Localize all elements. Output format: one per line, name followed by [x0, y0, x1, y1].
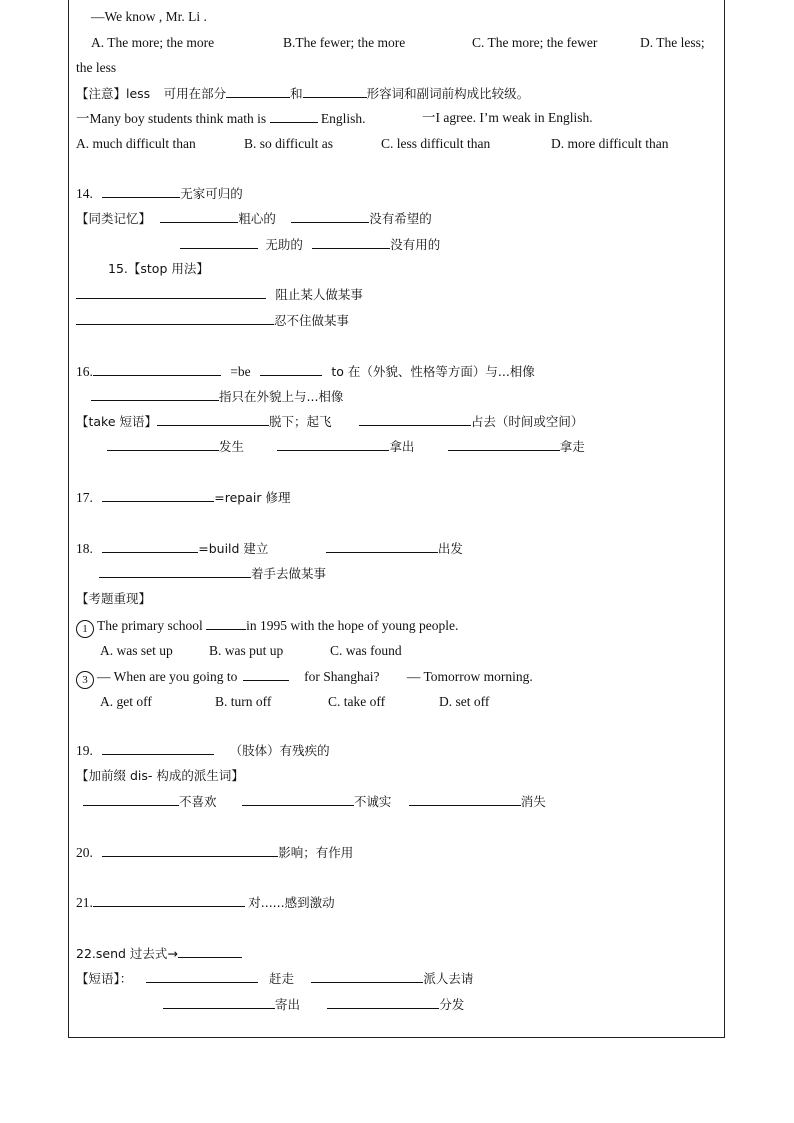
exam-2 [76, 667, 533, 689]
prefix-blank-2[interactable] [242, 792, 354, 806]
q16-meaning-2: 指只在外貌上与...相像 [219, 389, 344, 404]
example-option-c: C. less difficult than [381, 136, 491, 151]
exam-label: 【考题重现】 [76, 591, 152, 606]
note-label: 【注意】less [76, 86, 151, 101]
q18-blank-1[interactable] [102, 539, 198, 553]
q15-blank-2[interactable] [76, 311, 274, 325]
q20-blank[interactable] [102, 843, 278, 857]
note-blank-1[interactable] [226, 84, 290, 98]
q13-option-d-cont: the less [76, 60, 117, 75]
q15-usage-2-text: 忍不住做某事 [274, 313, 350, 328]
content-frame [68, 0, 725, 1038]
q22-title: 22.send 过去式→ [76, 946, 178, 961]
memo-word-3: 无助的 [265, 237, 303, 252]
q15-blank-1[interactable] [76, 285, 266, 299]
memo-blank-2[interactable] [291, 209, 369, 223]
phrase-label: 【短语】： [76, 971, 133, 986]
example-option-a: A. much difficult than [76, 136, 196, 151]
q21-line [76, 893, 335, 912]
q13-dialog-b: —We know , Mr. Li . [91, 9, 207, 24]
q17-eq: =repair 修理 [214, 490, 291, 505]
exam-1 [76, 616, 458, 638]
q18-number: 18. [76, 541, 93, 556]
take-phrases-line2 [107, 437, 585, 456]
example-answer: 一I agree. I’m weak in English. [422, 110, 593, 125]
exam-2-option-c: C. take off [328, 694, 386, 709]
q18-blank-3[interactable] [99, 564, 251, 578]
q22-phrases-line1 [76, 969, 473, 988]
phrase-blank-1[interactable] [146, 969, 258, 983]
phrase-meaning-3: 寄出 [275, 997, 301, 1012]
q17-number: 17. [76, 490, 93, 505]
q15-usage-2 [76, 311, 349, 330]
q14-blank[interactable] [102, 184, 180, 198]
phrase-blank-2[interactable] [311, 969, 423, 983]
note-end: 形容词和副词前构成比较级。 [366, 86, 530, 101]
prefix-word-2: 不诚实 [353, 794, 392, 809]
q15-usage-1 [76, 285, 363, 304]
q16-blank-1[interactable] [93, 362, 221, 376]
q13-option-a: A. The more; the more [91, 35, 215, 50]
exam-2-mid: for Shanghai? [304, 669, 380, 684]
exam-1-option-a: A. was set up [100, 643, 173, 658]
q13-option-c: C. The more; the fewer [472, 35, 598, 50]
q13-option-b: B.The fewer; the more [283, 35, 406, 50]
q19-number: 19. [76, 743, 93, 758]
q19-meaning: （肢体）有残疾的 [229, 743, 330, 758]
exam-1-option-b: B. was put up [209, 643, 284, 658]
q16-number: 16. [76, 364, 93, 379]
exam-1-start: The primary school [97, 618, 203, 633]
take-blank-5[interactable] [448, 437, 560, 451]
exam-2-end: — Tomorrow morning. [406, 669, 533, 684]
q13-option-d: D. The less; [640, 35, 705, 50]
q21-meaning: 对......感到激动 [248, 895, 335, 910]
q18-eq: =build 建立 [198, 541, 269, 556]
take-meaning-4: 拿出 [389, 439, 415, 454]
note-mid: 可用在部分 [163, 86, 227, 101]
exam-2-start: — When are you going to [97, 669, 238, 684]
exam-2-option-d: D. set off [439, 694, 490, 709]
q20-number: 20. [76, 845, 93, 860]
q14-meaning: 无家可归的 [180, 186, 243, 201]
q16-blank-3[interactable] [91, 387, 219, 401]
q14-number: 14. [76, 186, 93, 201]
exam-2-option-b: B. turn off [215, 694, 272, 709]
take-blank-4[interactable] [277, 437, 389, 451]
note-and: 和 [290, 86, 303, 101]
take-meaning-1: 脱下；起飞 [269, 414, 332, 429]
q14-line [76, 184, 243, 203]
q18-meaning-2: 着手去做某事 [251, 566, 327, 581]
q19-blank[interactable] [102, 741, 214, 755]
exam-1-end: in 1995 with the hope of young people. [246, 618, 459, 633]
take-phrases-line1 [76, 412, 583, 431]
example-question-start: 一Many boy students think math is [76, 111, 267, 126]
take-meaning-2: 占去（时间或空间） [470, 414, 584, 429]
prefix-line [83, 792, 546, 811]
q22-line [76, 944, 242, 963]
q21-blank[interactable] [93, 893, 245, 907]
q15-usage-1-text: 阻止某人做某事 [275, 287, 363, 302]
memo-word-2: 没有希望的 [369, 211, 432, 226]
example-option-d: D. more difficult than [551, 136, 669, 151]
memo-label: 【同类记忆】 [76, 211, 152, 226]
q16-line1 [76, 362, 535, 381]
exam-1-blank[interactable] [206, 616, 246, 630]
take-meaning-5: 拿走 [559, 439, 585, 454]
phrase-meaning-4: 分发 [439, 997, 465, 1012]
q18-blank-2[interactable] [326, 539, 438, 553]
prefix-label: 【加前缀 dis- 构成的派生词】 [76, 768, 244, 783]
exam-2-blank[interactable] [243, 667, 289, 681]
memo-blank-3[interactable] [180, 235, 258, 249]
example-question-end: English. [320, 111, 366, 126]
q18-meaning-1: 出发 [437, 541, 463, 556]
q20-meaning: 影响；有作用 [278, 845, 354, 860]
take-meaning-3: 发生 [219, 439, 245, 454]
phrase-blank-4[interactable] [327, 995, 439, 1009]
q19-line [76, 741, 330, 760]
q20-line [76, 843, 353, 862]
exam-2-number: 3 [76, 671, 94, 689]
q22-phrases-line2 [163, 995, 464, 1014]
q16-eq: =be [230, 364, 251, 379]
memo-blank-1[interactable] [160, 209, 238, 223]
note-line [76, 84, 529, 103]
exam-2-option-a: A. get off [100, 694, 152, 709]
take-blank-2[interactable] [359, 412, 471, 426]
note-blank-2[interactable] [303, 84, 367, 98]
q14-memo-line1 [76, 209, 432, 228]
phrase-meaning-1: 赶走 [269, 971, 295, 986]
q16-blank-2[interactable] [260, 362, 322, 376]
take-label: 【take 短语】 [76, 414, 158, 429]
q17-blank[interactable] [102, 488, 214, 502]
q16-meaning-1: to 在（外貌、性格等方面）与...相像 [331, 364, 535, 379]
q22-blank[interactable] [178, 944, 242, 958]
example-question [76, 109, 366, 128]
memo-word-4: 没有用的 [390, 237, 441, 252]
example-option-b: B. so difficult as [244, 136, 333, 151]
memo-blank-4[interactable] [312, 235, 390, 249]
memo-word-1: 粗心的 [238, 211, 276, 226]
q16-line2 [91, 387, 343, 406]
q15-title: 15.【stop 用法】 [108, 261, 209, 276]
q14-memo-line2 [180, 235, 440, 254]
phrase-meaning-2: 派人去请 [423, 971, 474, 986]
take-blank-1[interactable] [157, 412, 269, 426]
example-blank[interactable] [270, 109, 318, 123]
exam-1-number: 1 [76, 620, 94, 638]
q18-line1 [76, 539, 463, 558]
q17-line [76, 488, 290, 507]
prefix-blank-1[interactable] [83, 792, 179, 806]
prefix-blank-3[interactable] [409, 792, 521, 806]
phrase-blank-3[interactable] [163, 995, 275, 1009]
q21-number: 21. [76, 895, 93, 910]
q18-line2 [99, 564, 326, 583]
take-blank-3[interactable] [107, 437, 219, 451]
exam-1-option-c: C. was found [330, 643, 402, 658]
prefix-word-1: 不喜欢 [179, 794, 217, 809]
prefix-word-3: 消失 [520, 794, 546, 809]
